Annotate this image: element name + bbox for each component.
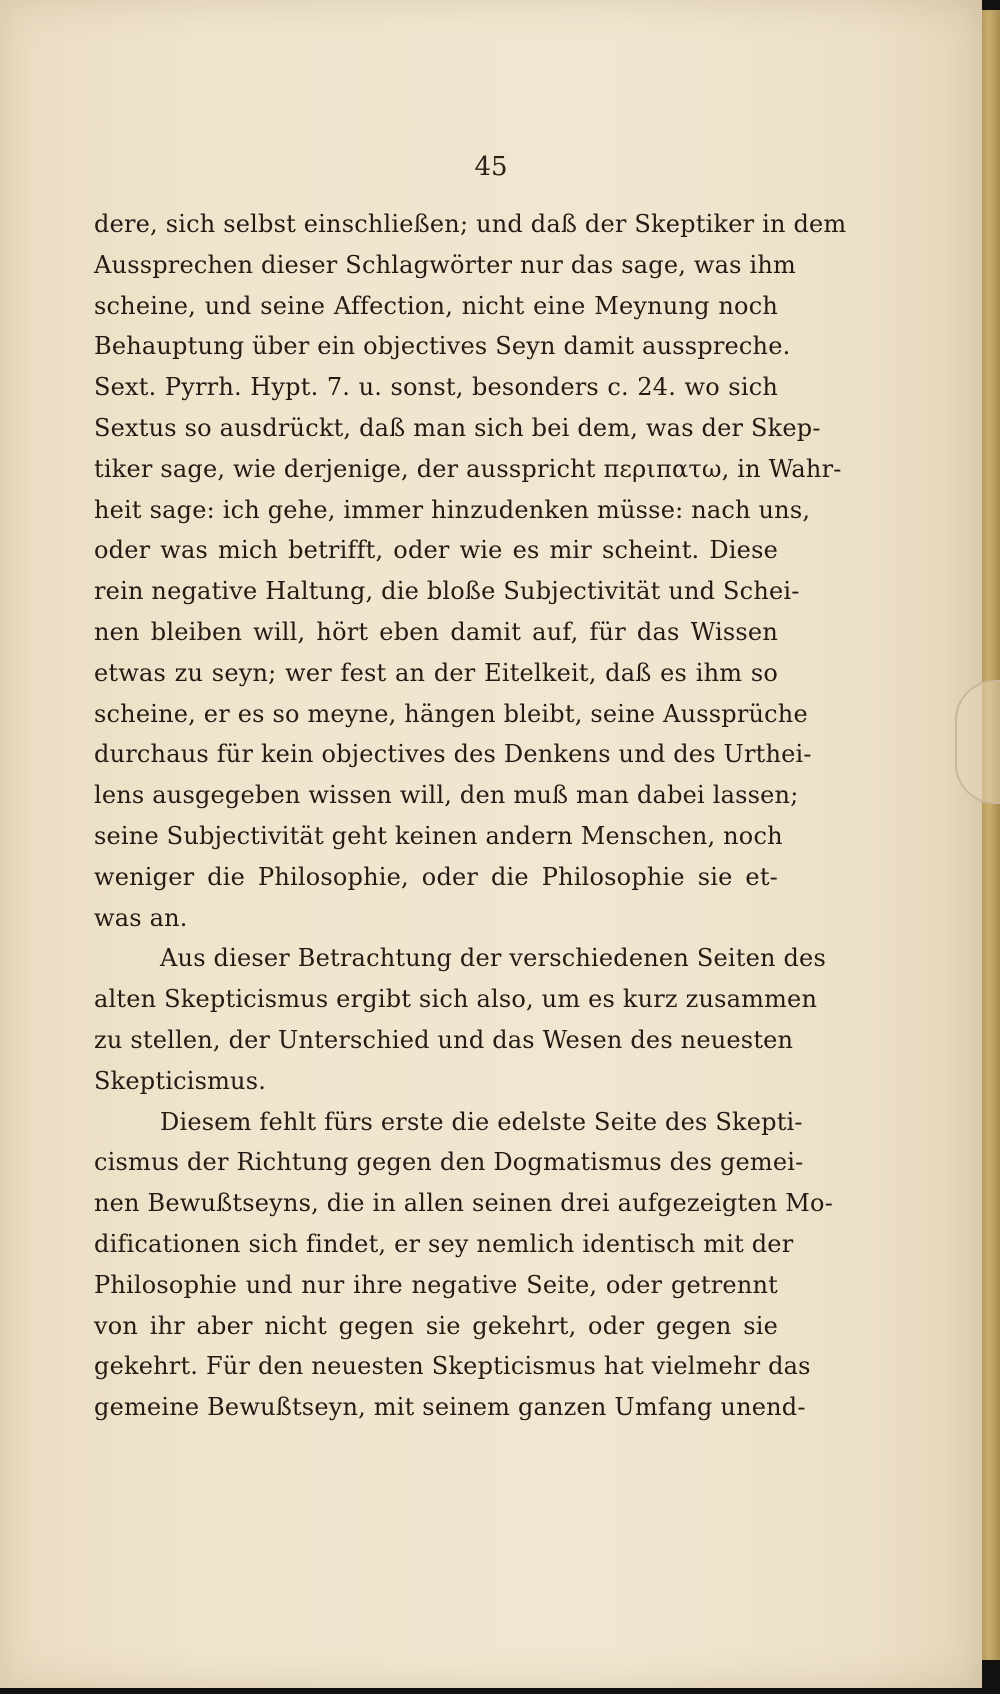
- text-line: weniger die Philosophie, oder die Philosophie sie et-: [94, 862, 778, 891]
- text-line: lens ausgegeben wissen will, den muß man dabei lassen;: [94, 781, 799, 810]
- text-line: Behauptung über ein objectives Seyn damit ausspreche.: [94, 332, 791, 361]
- text-line: Skepticismus.: [94, 1066, 267, 1095]
- text-line: tiker sage, wie derjenige, der ausspricht περιπατω, in Wahr-: [94, 454, 842, 483]
- text-line: nen bleiben will, hört eben damit auf, für das Wissen: [94, 617, 778, 646]
- text-line-paragraph-start: Diesem fehlt fürs erste die edelste Seite des Skepti-: [160, 1107, 803, 1136]
- text-line: was an.: [94, 903, 188, 932]
- text-line: durchaus für kein objectives des Denkens und des Urthei-: [94, 740, 812, 769]
- text-line: Aussprechen dieser Schlagwörter nur das sage, was ihm: [94, 250, 796, 279]
- text-line: gekehrt. Für den neuesten Skepticismus hat vielmehr das: [94, 1352, 811, 1381]
- text-line: cismus der Richtung gegen den Dogmatismus des gemei-: [94, 1148, 804, 1177]
- text-line: rein negative Haltung, die bloße Subjectivität und Schei-: [94, 577, 800, 606]
- text-line: heit sage: ich gehe, immer hinzudenken müsse: nach uns,: [94, 495, 811, 524]
- text-line: zu stellen, der Unterschied und das Wesen des neuesten: [94, 1025, 794, 1054]
- text-line: gemeine Bewußtseyn, mit seinem ganzen Umfang unend-: [94, 1393, 806, 1422]
- book-fore-edge: [982, 10, 1000, 1660]
- text-line: scheine, und seine Affection, nicht eine Meynung noch: [94, 291, 778, 320]
- text-line: oder was mich betrifft, oder wie es mir scheint. Diese: [94, 536, 778, 565]
- text-line-paragraph-start: Aus dieser Betrachtung der verschiedenen Seiten des: [160, 944, 826, 973]
- text-line: dere, sich selbst einschließen; und daß der Skeptiker in dem: [94, 210, 847, 238]
- body-text: [94, 204, 847, 1428]
- page-number: 45: [474, 152, 508, 182]
- text-line: nen Bewußtseyns, die in allen seinen drei aufgezeigten Mo-: [94, 1189, 834, 1218]
- text-line: alten Skepticismus ergibt sich also, um es kurz zusammen: [94, 985, 818, 1014]
- text-line: dificationen sich findet, er sey nemlich identisch mit der: [94, 1229, 794, 1258]
- text-line: von ihr aber nicht gegen sie gekehrt, oder gegen sie: [94, 1311, 778, 1340]
- text-line: Sextus so ausdrückt, daß man sich bei dem, was der Skep-: [94, 413, 821, 442]
- text-line: Sext. Pyrrh. Hypt. 7. u. sonst, besonders c. 24. wo sich: [94, 373, 778, 402]
- text-line: etwas zu seyn; wer fest an der Eitelkeit, daß es ihm so: [94, 658, 778, 687]
- text-line: seine Subjectivität geht keinen andern Menschen, noch: [94, 821, 783, 850]
- page-clip-mark: [955, 680, 1000, 804]
- text-line: scheine, er es so meyne, hängen bleibt, seine Aussprüche: [94, 699, 808, 728]
- text-line: Philosophie und nur ihre negative Seite, oder getrennt: [94, 1270, 778, 1299]
